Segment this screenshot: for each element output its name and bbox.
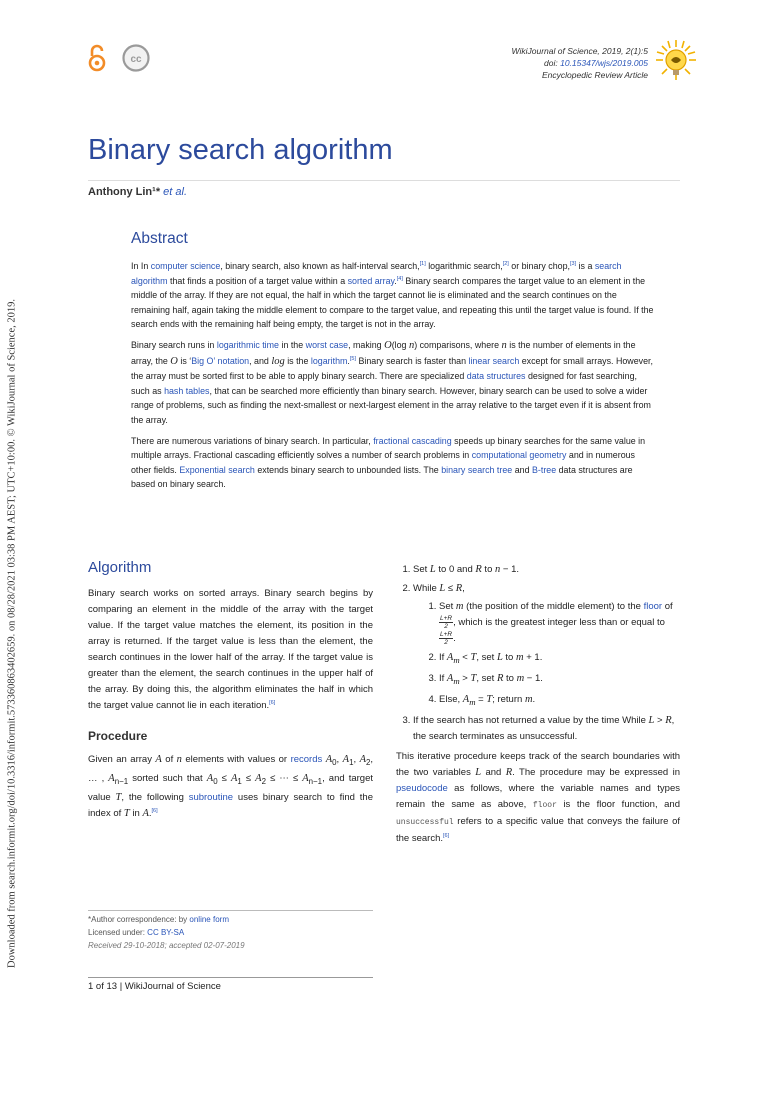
link-pseudocode[interactable]: pseudocode [396,783,448,795]
journal-citation-line: WikiJournal of Science, 2019, 2(1):5 [511,46,648,56]
open-access-icon [86,44,108,72]
inner-steps [413,599,680,710]
license-line [88,926,373,939]
step-2-1: 1. Set m (the position of the middle element) to the floor of $\frac{L+R}{2}$ , which is the greatest integer less than or equal to $\frac{L+R}{2}$ . [439,599,680,647]
correspondence-line [88,913,373,926]
doi-line [512,57,648,69]
procedure-heading: Procedure [88,729,148,743]
online-form-link[interactable]: online form [189,915,229,924]
doi-link[interactable]: 10.15347/wjs/2019.005 [560,58,648,68]
procedure-steps [396,562,680,745]
step-3: 3. If the search has not returned a value by the time While L > R, the search terminates as unsuccessful. [413,713,680,745]
received-dates: Received 29-10-2018; accepted 02-07-2019 [88,941,245,950]
footer-divider [88,977,373,978]
link-sorted-array[interactable]: sorted array [347,275,395,286]
step-2-3: 3. If $A_m > T$, set R to m − 1. [439,671,680,689]
link-worst-case[interactable]: worst case [305,339,349,350]
link-floor[interactable]: floor [643,601,663,612]
step-2: 2. While L ≤ R, 1. Set m (the position of the middle element) to the floor of $\frac{L+R}{2}$ , which is the greatest integer less than or equal to $\frac{L+R}{2}$ . 2. If $A_m < T$, set L to m + 1. 3. If $A_m > T$, set R to m − 1. 4. Else, $A_m = T$; return m. [413,581,680,710]
link-subroutine[interactable]: subroutine [188,791,234,803]
left-column [88,560,373,822]
page-footer [88,981,221,992]
footnote-divider [88,910,373,911]
author-name: Anthony Lin¹* [88,186,161,198]
link-binary-search-tree[interactable]: binary search tree [441,464,513,475]
right-column [396,562,680,847]
doi-label: doi: [544,58,558,68]
link-logarithm[interactable]: logarithm [310,355,348,366]
link-records[interactable]: records [290,754,323,765]
link-search-algorithm[interactable]: search algorithm [131,261,622,286]
step-2-4: 4. Else, $A_m = T$; return m. [439,692,680,710]
step-2-2: 2. If $A_m < T$, set L to m + 1. [439,650,680,668]
link-data-structures[interactable]: data structures [466,371,526,382]
license-link[interactable]: CC BY-SA [147,928,185,937]
article-title: Binary search algorithm [88,134,393,166]
et-al-link[interactable]: et al. [163,186,188,198]
link-hash-tables[interactable]: hash tables [164,385,210,396]
pseudocode-paragraph: This iterative procedure keeps track of the search boundaries with the two variables L and R. The procedure may be expressed in pseudocode as follows, where the variable names and types remain the same as above, floor is the floor function, and unsuccessful refers to a specific value that conveys the failure of the search.[6] [396,751,680,845]
license-prefix: Licensed under: [88,928,145,937]
svg-text:cc: cc [130,54,142,65]
abstract-paragraph-3: There are numerous variations of binary search. In particular, fractional cascading speeds up binary searches for the same value in multiple arrays. Fractional cascading efficiently solves a number of search problems in computational geometry and in numerous other fields. Exponential search extends binary search to unbounded lists. The binary search tree and B-tree data structures are based on binary search. [131,435,646,490]
correspondence-prefix: *Author correspondence: by [88,915,188,924]
link-big-o[interactable]: Big O’ notation [191,355,250,366]
footnotes [88,913,373,952]
abstract-paragraph-2: Binary search runs in logarithmic time in the worst case, making O(log n) comparisons, where n is the number of elements in the array, the O is ‘Big O’ notation, and log is the logarithm.[5] Binary search is faster than linear search except for small arrays. However, the array must be sorted first to be able to apply binary search. There are specialized data structures designed for fast searching, such as hash tables, that can be searched more efficiently than binary search. However, binary search can be used to solve a wider range of problems, such as finding the next-smallest or next-largest element in the array relative to the target even if it is absent from the array. [131,339,653,425]
algorithm-heading: Algorithm [88,559,152,576]
link-computer-science[interactable]: computer science [150,261,221,271]
abstract-paragraph-1: In In computer science, binary search, also known as half-interval search,[1] logarithmic search,[2] or binary chop,[3] is a search algorithm that finds a position of a target value within a sorted array.[4] Binary search compares the target value to an element in the middle of the array. If they are not equal, the half in which the target cannot lie is eliminated and the search continues on the remaining half, again taking the middle element to compare to the target value, and repeating this until the target value is found. If the search ends with the remaining half being empty, the target is not in the array. [131,261,654,330]
link-fractional-cascading[interactable]: fractional cascading [373,435,452,446]
article-type: Encyclopedic Review Article [542,70,648,80]
title-divider [88,180,680,181]
link-exponential-search[interactable]: Exponential search [179,464,255,475]
footer-journal: WikiJournal of Science [124,981,221,992]
footer-separator: | [119,981,125,992]
procedure-paragraph: Given an array A of n elements with values or records $A_0$, $A_1$, $A_2$, … , $A_{n-1}$ sorted such that $A_0 \le A_1 \le A_2$ ≤ ⋯ ≤ $A_{n-1}$, and target value T, the following subroutine uses binary search to find the index of T in A.[6] [88,754,374,819]
creative-commons-icon [122,44,150,72]
link-logarithmic-time[interactable]: logarithmic time [216,339,279,350]
abstract-body [131,259,655,498]
page-number: 1 of 13 [88,981,118,992]
link-b-tree[interactable]: B-tree [531,464,557,475]
algorithm-paragraph: Binary search works on sorted arrays. Binary search begins by comparing an element in the middle of the array with the target value. If the target value matches the element, its position in the array is returned. If the target value is less than the element, the search continues in the lower half of the array. If the target value is greater than the element, the search continues in the upper half of the array. By doing this, the algorithm eliminates the half in which the target value cannot lie in each iteration.[6] [88,588,373,711]
abstract-heading: Abstract [131,230,188,247]
author-line [88,186,187,198]
download-watermark: Downloaded from search.informit.org/doi/10.3316/informit.573360863402659. on 08/28/2021 03:38 PM AEST; UTC+10:00. © WikiJournal of Science, 2019. [6,299,18,968]
link-computational-geometry[interactable]: computational geometry [471,450,567,461]
wikijournal-sun-logo [654,38,698,82]
link-linear-search[interactable]: linear search [468,355,520,366]
step-1: 1. Set L to 0 and R to n − 1. [413,562,680,578]
journal-citation [512,45,648,81]
